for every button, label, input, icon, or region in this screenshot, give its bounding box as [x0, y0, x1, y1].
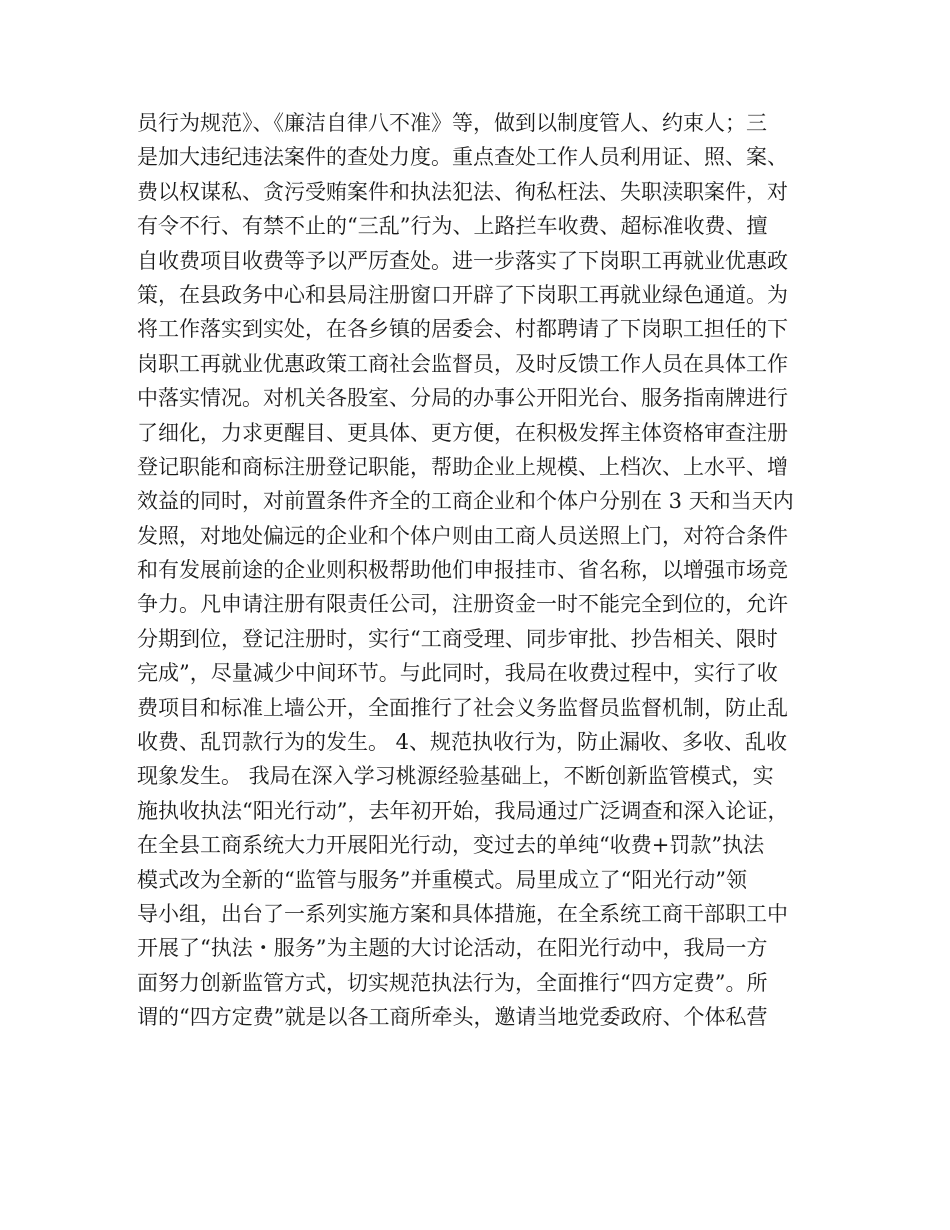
text-line: 面努力创新监管方式，切实规范执法行为，全面推行“四方定费”。所 — [137, 970, 768, 995]
text-line: 自收费项目收费等予以严厉查处。进一步落实了下岗职工再就业优惠政 — [137, 248, 788, 273]
text-line: 岗职工再就业优惠政策工商社会监督员，及时反馈工作人员在具体工作 — [137, 351, 788, 376]
text-line: 争力。凡申请注册有限责任公司，注册资金一时不能完全到位的，允许 — [137, 592, 788, 617]
text-line: 登记职能和商标注册登记职能，帮助企业上规模、上档次、上水平、增 — [137, 454, 788, 479]
text-line: 发照，对地处偏远的企业和个体户则由工商人员送照上门，对符合条件 — [137, 523, 788, 548]
text-line: 是加大违纪违法案件的查处力度。重点查处工作人员利用证、照、案、 — [137, 145, 788, 170]
text-line: 了细化，力求更醒目、更具体、更方便，在积极发挥主体资格审查注册 — [137, 420, 788, 445]
text-line: 效益的同时，对前置条件齐全的工商企业和个体户分别在 3 天和当天内 — [137, 489, 794, 514]
text-line: 员行为规范》、《廉洁自律八不准》等，做到以制度管人、约束人；三 — [137, 111, 767, 135]
text-line: 完成”，尽量减少中间环节。与此同时，我局在收费过程中，实行了收 — [137, 661, 778, 686]
text-line: 费以权谋私、贪污受贿案件和执法犯法、徇私枉法、失职渎职案件，对 — [137, 179, 788, 204]
text-line: 谓的“四方定费”就是以各工商所牵头，邀请当地党委政府、个体私营 — [137, 1005, 768, 1030]
text-line: 现象发生。 我局在深入学习桃源经验基础上，不断创新监管模式，实 — [137, 764, 774, 789]
text-line: 将工作落实到实处，在各乡镇的居委会、村都聘请了下岗职工担任的下 — [137, 317, 788, 342]
text-line: 收费、乱罚款行为的发生。 4、规范执收行为，防止漏收、多收、乱收 — [137, 730, 788, 755]
text-line: 费项目和标准上墙公开，全面推行了社会义务监督员监督机制，防止乱 — [137, 695, 788, 720]
text-line: 分期到位，登记注册时，实行“工商受理、同步审批、抄告相关、限时 — [137, 626, 778, 651]
text-line: 模式改为全新的“监管与服务”并重模式。局里成立了“阳光行动”领 — [137, 867, 747, 892]
text-line: 在全县工商系统大力开展阳光行动，变过去的单纯“收费+罚款”执法 — [137, 833, 765, 858]
text-line: 开展了“执法・服务”为主题的大讨论活动，在阳光行动中，我局一方 — [137, 936, 768, 961]
text-line: 和有发展前途的企业则积极帮助他们申报挂市、省名称，以增强市场竞 — [137, 558, 788, 583]
text-line: 有令不行、有禁不止的“三乱”行为、上路拦车收费、超标准收费、擅 — [137, 214, 768, 239]
text-line: 中落实情况。对机关各股室、分局的办事公开阳光台、服务指南牌进行 — [137, 386, 788, 411]
text-line: 施执收执法“阳光行动”，去年初开始，我局通过广泛调查和深入论证， — [137, 798, 789, 823]
text-line: 策，在县政务中心和县局注册窗口开辟了下岗职工再就业绿色通道。为 — [137, 282, 788, 307]
text-line: 导小组，出台了一系列实施方案和具体措施，在全系统工商干部职工中 — [137, 901, 788, 926]
body-text — [137, 106, 837, 1035]
